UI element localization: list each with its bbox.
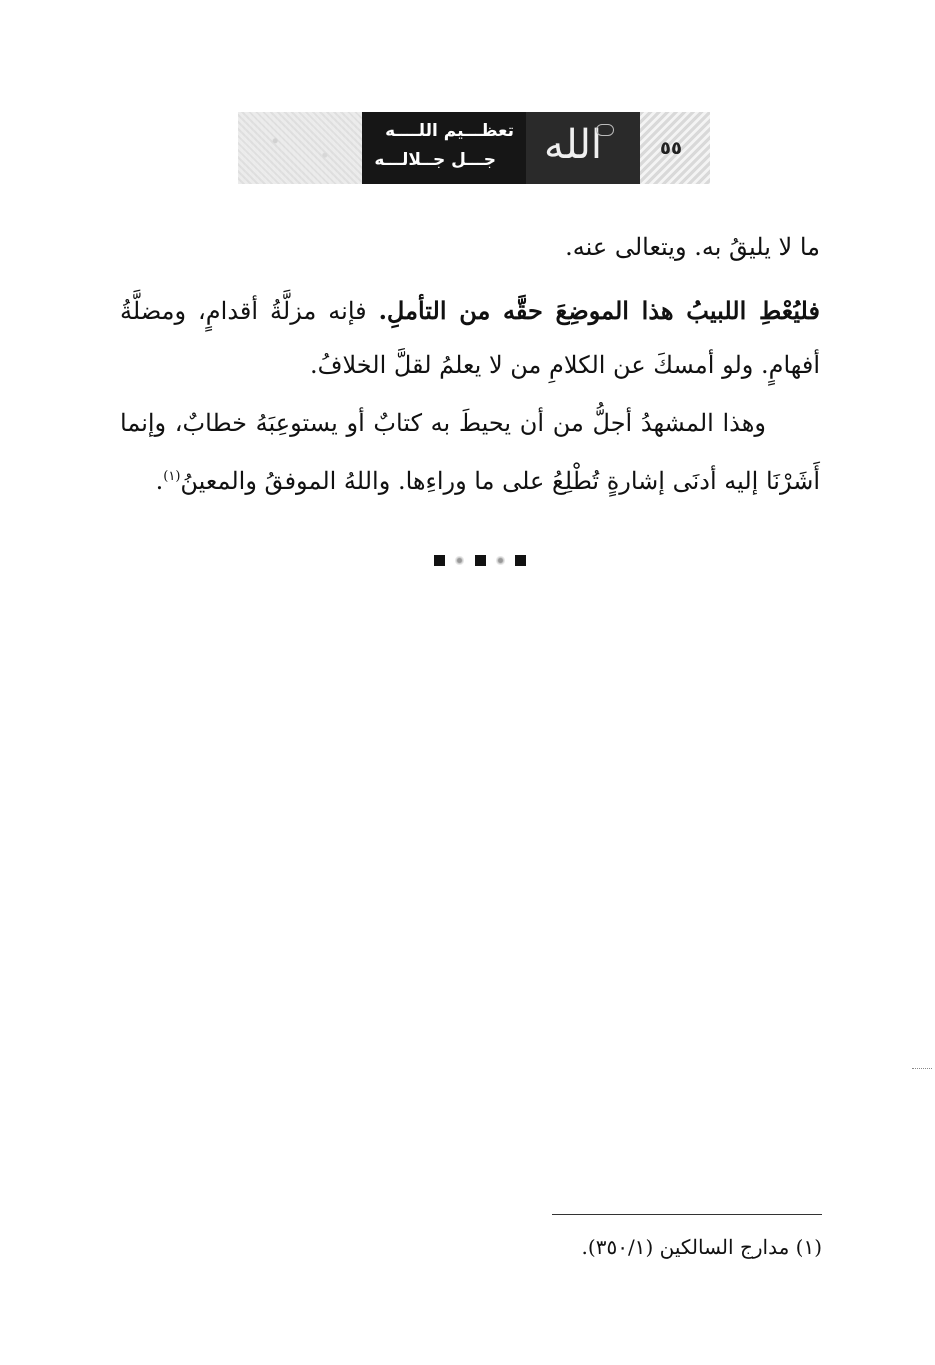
page-number: ٥٥: [660, 138, 682, 159]
calligraphy-logo: [526, 112, 640, 184]
book-title-box: [362, 112, 526, 184]
section-divider-ornament: [434, 553, 526, 567]
paragraph-3: [120, 396, 820, 508]
paragraph-1: ما لا يليقُ به. ويتعالى عنه.: [565, 233, 820, 261]
square-ornament-icon: [475, 555, 486, 566]
square-ornament-icon: [515, 555, 526, 566]
paragraph-2-text: فإنه مزلَّةُ أقدامٍ، ومضلَّةُ أفهامٍ. ولو أمسكَ عن الكلامِ من لا يعلمُ لقلَّ الخلافُ.: [120, 297, 820, 379]
calligraphy-ornament-icon: [596, 124, 614, 136]
footnote-separator: [552, 1214, 822, 1215]
star-ornament-icon: [455, 556, 464, 565]
square-ornament-icon: [434, 555, 445, 566]
footnote: (١) مدارج السالكين (٣٥٠/١).: [581, 1235, 822, 1259]
paragraph-3-text: وهذا المشهدُ أجلُّ من أن يحيطَ به كتابٌ أو يستوعِبَهُ خطابٌ، وإنما أَشَرْنَا إليه أدنَى إشارةٍ تُطْلِعُ على ما وراءِها. واللهُ الموفقُ والمعينُ: [120, 409, 820, 495]
paragraph-2-emphasis: فليُعْطِ اللبيبُ هذا الموضِعَ حقَّه من التأملِ.: [378, 296, 820, 325]
margin-mark: [912, 1068, 932, 1070]
page-number-badge: [640, 112, 710, 184]
header-ornament-pattern: [238, 112, 362, 184]
book-title-line2: جـــل جــلالـــه: [374, 150, 496, 170]
book-title-line1: تعظـــيم اللــــه: [385, 121, 514, 141]
page-header: [238, 112, 710, 184]
paragraph-2: [120, 284, 820, 392]
footnote-reference[interactable]: (١): [163, 469, 181, 484]
star-ornament-icon: [496, 556, 505, 565]
calligraphy-text: الله: [544, 122, 602, 168]
paragraph-3-end: .: [155, 467, 164, 495]
